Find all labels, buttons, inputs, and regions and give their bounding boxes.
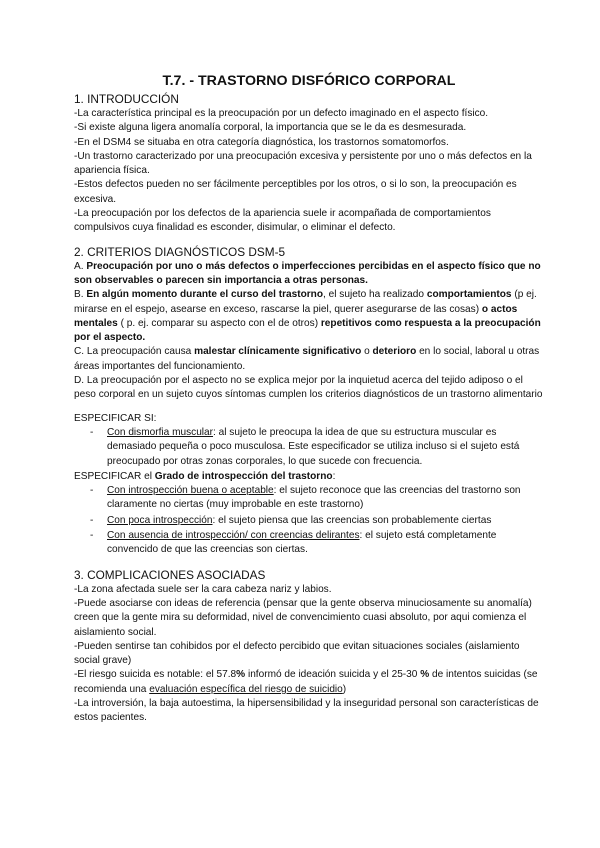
insight-item [74, 514, 544, 528]
intro-line: -La preocupación por los defectos de la apariencia suele ir acompañada de comportamientos compulsivos cuya finalidad es esconder, disimular, o eliminar el defecto. [74, 208, 491, 234]
criterion-b-text: , el sujeto ha realizado [323, 289, 427, 301]
criterion-b-text: (p ej. mirarse en el espejo, asearse en exceso, rascarse la piel, querer asegurarse de las cosas) [74, 289, 537, 315]
dash: - [90, 485, 94, 497]
criterion-b [74, 288, 544, 345]
insight-list [74, 484, 544, 557]
complication-line: -Pueden sentirse tan cohibidos por el defecto percibido que evitan situaciones sociales (aislamiento social grave) [74, 640, 520, 667]
criterion-c [74, 345, 544, 374]
suicide-percent: % [236, 669, 246, 681]
specify-item-text: : al sujeto le preocupa la idea de que su estructura muscular es demasiado pequeña o poco musculosa. Este especificador se utiliza incluso si el sujeto está preocupado por otras zonas corporales, lo que sucede con frecuencia. [107, 426, 520, 467]
criterion-b-bold: En algún momento durante el curso del trastorno [86, 289, 324, 301]
document-page [74, 72, 544, 726]
criterion-b-bold: o actos mentales [74, 303, 518, 329]
suicide-percent: % [420, 669, 430, 681]
insight-item-text: : el sujeto reconoce que las creencias del trastorno son claramente no ciertas (muy improbable en este trastorno) [107, 485, 521, 511]
criterion-d: D. La preocupación por el aspecto no se explica mejor por la inquietud acerca del tejido adiposo o el peso corporal en un sujeto cuyos síntomas cumplen los criterios diagnósticos de un trastorno alimentario [74, 375, 543, 401]
insight-item-term: Con ausencia de introspección/ con creencias delirantes [107, 530, 360, 542]
section-heading-introduccion: 1. INTRODUCCIÓN [74, 92, 179, 106]
specify-item [74, 426, 544, 469]
intro-line: -La característica principal es la preocupación por un defecto imaginado en el aspecto físico. [74, 108, 489, 119]
suicide-text: -El riesgo suicida es notable: el 57.8 [74, 669, 237, 681]
suicide-text: de intentos suicidas (se recomienda una [74, 669, 538, 695]
criterion-a-text: Preocupación por uno o más defectos o imperfecciones percibidas en el aspecto físico que no son observables o parecen sin importancia a otras personas. [74, 260, 541, 286]
specify-insight-label-bold: Grado de introspección del trastorno [154, 470, 333, 482]
intro-line: -En el DSM4 se situaba en otra categoría diagnóstica, los trastornos somatomorfos. [74, 136, 449, 148]
criterion-c-bold: deterioro [372, 346, 417, 358]
criterion-b-bold: comportamientos [426, 289, 512, 301]
insight-item [74, 484, 544, 513]
dash: - [90, 426, 94, 438]
complication-line: -La introversión, la baja autoestima, la hipersensibilidad y la inseguridad personal son características de estos pacientes. [74, 697, 539, 724]
insight-item-text: : el sujeto está completamente convencido de que las creencias son ciertas. [107, 530, 497, 556]
specify-insight-label-text: ESPECIFICAR el [74, 470, 155, 482]
criterion-c-text: C. La preocupación causa [74, 346, 195, 358]
specify-insight-label-end: : [332, 470, 336, 482]
insight-item-term: Con poca introspección [107, 514, 213, 526]
specify-list [74, 426, 544, 469]
criterion-a-prefix: A. [74, 260, 87, 272]
criterion-c-bold: malestar clínicamente significativo [194, 346, 362, 358]
complication-line: -Puede asociarse con ideas de referencia (pensar que la gente observa minuciosamente su anomalía) creen que la gente mira su deformidad, nivel de convencimiento cuasi absoluto, por aqui comienza el aislamiento social. [74, 597, 532, 638]
insight-item-text: : el sujeto piensa que las creencias son probablemente ciertas [212, 514, 492, 526]
intro-line: -Un trastorno caracterizado por una preocupación excesiva y persistente por uno o más defectos en la apariencia física. [74, 150, 532, 177]
criterion-b-bold: repetitivos como respuesta a la preocupación por el aspecto. [74, 317, 541, 344]
suicide-evaluation: evaluación específica del riesgo de suicidio [149, 683, 343, 695]
criterion-a [74, 260, 544, 289]
criterion-b-prefix: B. [74, 289, 87, 301]
section-heading-complicaciones: 3. COMPLICACIONES ASOCIADAS [74, 567, 266, 582]
complication-line-suicide [74, 668, 544, 697]
insight-item-term: Con introspección buena o aceptable [107, 485, 274, 497]
specify-insight-label [74, 470, 544, 484]
specify-label: ESPECIFICAR SI: [74, 412, 157, 424]
suicide-text: ) [342, 683, 347, 695]
criterion-c-text: en lo social, laboral u otras áreas importantes del funcionamiento. [74, 346, 540, 372]
suicide-text: informó de ideación suicida y el 25-30 [245, 669, 421, 681]
section-heading-criterios: 2. CRITERIOS DIAGNÓSTICOS DSM-5 [74, 244, 286, 259]
criterion-b-text: ( p. ej. comparar su aspecto con el de otros) [117, 317, 321, 329]
intro-line: -Si existe alguna ligera anomalía corporal, la importancia que se le da es desmesurada. [74, 122, 467, 134]
insight-item [74, 529, 544, 558]
intro-line: -Estos defectos pueden no ser fácilmente perceptibles por los otros, o si lo son, la preocupación es excesiva. [74, 179, 517, 205]
criterion-c-text: o [361, 346, 373, 358]
dash: - [90, 514, 94, 526]
specify-item-term: Con dismorfia muscular [107, 426, 214, 438]
complication-line: -La zona afectada suele ser la cara cabeza nariz y labios. [74, 583, 332, 595]
dash: - [90, 530, 94, 542]
document-title: T.7. - TRASTORNO DISFÓRICO CORPORAL [162, 73, 456, 89]
